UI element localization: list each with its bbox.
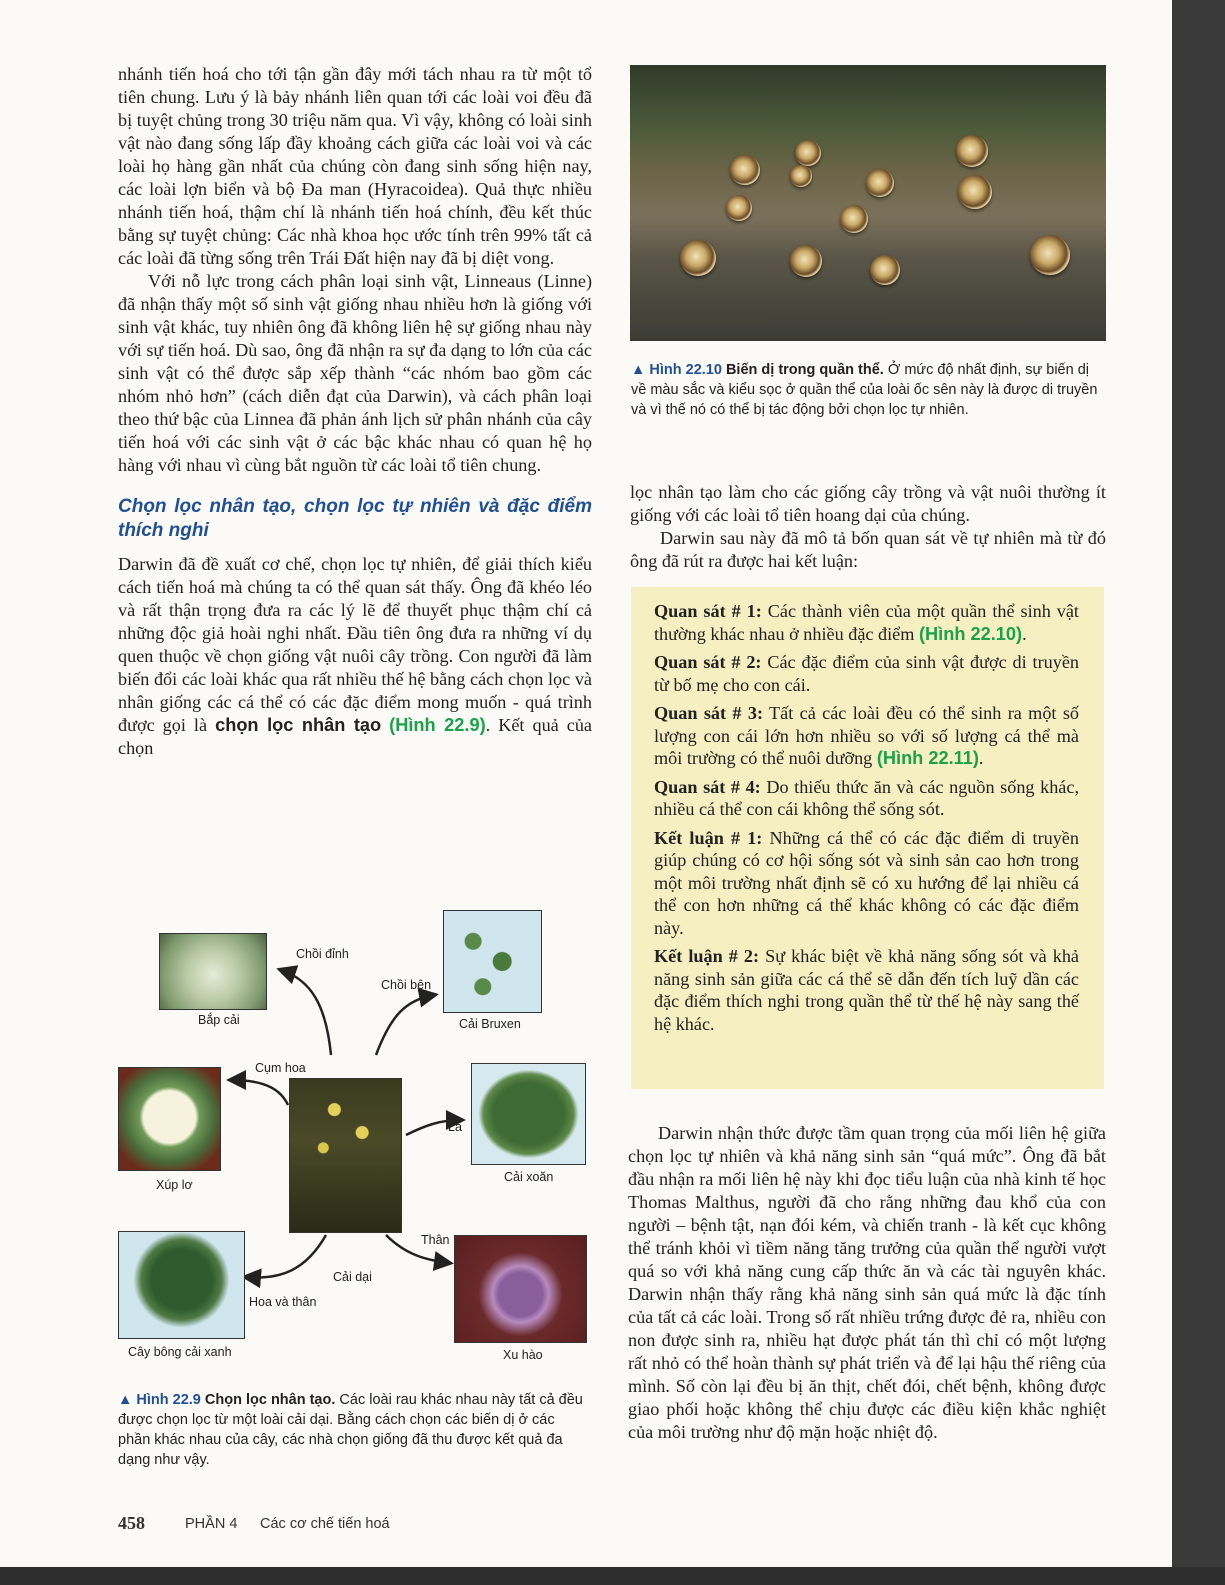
label-bap-cai: Bắp cải — [198, 1013, 240, 1027]
observation-3: Quan sát # 3: Tất cả các loài đều có thể sinh ra một số lượng con cái lớn hơn nhiều so với số lượng cá thể mà môi trường có thể nuôi dưỡng (Hình 22.11). — [654, 703, 1079, 768]
broccoli-tile — [118, 1231, 245, 1339]
caption-num-22-9: Hình 22.9 — [136, 1392, 201, 1408]
paragraph-linnaeus: Với nỗ lực trong cách phân loại sinh vật, Linneaus (Linne) đã nhận thấy một số sinh vật giống nhau nhiều hơn là giống với sinh vật khác, tuy nhiên ông đã không liên hệ sự giống nhau này với sự tiến hoá. Dù sao, ông đã nhận ra sự đa dạng to lớn của các sinh vật có thể được sắp xếp thành “các nhóm bao gồm các nhóm nhỏ hơn” (cách diễn đạt của Darwin), và cách phân loại theo thứ bậc của Linnea đã phản ánh lịch sử phân nhánh của cây tiến hoá với các sinh vật ở các bậc khác nhau có quan hệ họ hàng với nhau vì cùng bắt nguồn từ các loài tổ tiên chung. — [118, 271, 592, 475]
observation-2 — [654, 651, 1079, 696]
observation-1: Quan sát # 1: Các thành viên của một quần thể sinh vật thường khác nhau ở nhiều đặc điểm (Hình 22.10). — [654, 601, 1079, 644]
conc2-text: Sự khác biệt về khả năng sống sót và khả năng sinh sản giữa các cá thể sẽ dẫn đến tích luỹ dần các đặc điểm thích nghi trong quần thể từ thế hệ này sang thế hệ khác. — [654, 946, 1079, 1034]
cauliflower-tile — [118, 1067, 221, 1171]
snail-shell — [958, 175, 992, 209]
label-choi-ben: Chồi bên — [381, 978, 432, 992]
label-cai-bruxen: Cải Bruxen — [459, 1017, 521, 1031]
brussels-tile — [443, 910, 542, 1013]
label-hoa-va-than: Hoa và thân — [249, 1295, 317, 1309]
paragraph-extinction: nhánh tiến hoá cho tới tận gần đây mới tách nhau ra từ một tổ tiên chung. Lưu ý là bảy nhánh liên quan tới các loài voi đều đã bị tuyệt chủng trong 30 triệu năm qua. Vì vậy, không có loài sinh vật nào đang sống lấp đầy khoảng cách giữa các loài voi và các loài họ hàng gần nhất của chúng còn đang sinh sống hiện nay, các loài lợn biển và bộ Đa man (Hyracoidea). Quả thực nhiều nhánh tiến hoá, thậm chí là nhánh tiến hoá chính, đều kết thúc bằng sự tuyệt chủng: Các nhà khoa học ước tính trên 99% tất cả các loài đã từng sống trên Trái Đất hiện nay đã bị diệt vong. — [118, 64, 592, 268]
observation-4 — [654, 776, 1079, 821]
snail-shell — [956, 135, 988, 167]
figure-22-9-diagram — [116, 895, 596, 1362]
label-xu-hao: Xu hào — [503, 1348, 543, 1362]
caption-fig-22-10 — [631, 360, 1101, 420]
snail-shell — [790, 165, 812, 187]
page-number: 458 — [118, 1513, 145, 1533]
paragraph-malthus: Darwin nhận thức được tầm quan trọng của mối liên hệ giữa chọn lọc tự nhiên và khả năng sinh sản “quá mức”. Ông đã bắt đầu nhận ra mối liên hệ này khi đọc tiểu luận của nhà kinh tế học Thomas Malthus, người đã cho rằng những đau khổ của con người – bệnh tật, nạn đói kém, và chiến tranh - là kết cục không thể tránh khỏi vì tiềm năng tăng trưởng của quần thể người vượt quá so với khả năng cung cấp thức ăn và các tài nguyên khác. Darwin nhận thấy rằng khả năng sinh sản quá mức là đặc tính của tất cả các loài. Trong số rất nhiều trứng được đẻ ra, nhiều con non được sinh ra, nhiều hạt được phát tán thì chỉ có một lượng rất nhỏ có thể hoàn thành sự phát triển và để lại hậu thế riêng của mình. Số còn lại đều bị ăn thịt, chết đói, chết bệnh, không được giao phối hoặc không thể chịu được các điều kiện khắc nghiệt của môi trường như độ mặn hoặc nhiệt độ. — [628, 1123, 1106, 1442]
section-heading: Chọn lọc nhân tạo, chọn lọc tự nhiên và đặc điểm thích nghi — [118, 496, 592, 541]
snail-shell — [870, 255, 900, 285]
arrow-to-bap-cai — [281, 970, 331, 1055]
arrow-to-xup-lo — [231, 1080, 288, 1105]
arrow-to-bong-cai — [246, 1235, 326, 1278]
kale-tile — [471, 1063, 586, 1165]
ref-fig-22-11[interactable]: (Hình 22.11) — [876, 748, 979, 768]
label-choi-dinh: Chồi đỉnh — [296, 947, 349, 961]
para3-end: . Kết quả của chọn — [118, 715, 593, 758]
label-cai-xoan: Cải xoăn — [504, 1170, 554, 1184]
conclusion-2 — [654, 945, 1079, 1035]
left-column — [118, 63, 592, 760]
ref-fig-22-9[interactable]: (Hình 22.9) — [389, 715, 486, 735]
conc1-label: Kết luận # 1: — [654, 827, 763, 848]
snail-shell — [726, 195, 752, 221]
snail-shell — [730, 155, 760, 185]
arrow-to-cai-bruxen — [376, 995, 434, 1055]
wild-mustard-tile — [289, 1078, 402, 1233]
footer-part-title: Các cơ chế tiến hoá — [260, 1516, 390, 1532]
label-cay-bong-cai-xanh: Cây bông cải xanh — [128, 1345, 232, 1359]
caption-text-22-10: Ở mức độ nhất định, sự biến dị về màu sắc và kiểu sọc ở quần thể của loài ốc sên này là được di truyền và vì thế nó có thể bị tác động bởi chọn lọc tự nhiên. — [631, 362, 1098, 418]
paragraph-artificial-selection — [118, 553, 592, 760]
conclusion-1 — [654, 827, 1079, 940]
obs3-text: Tất cả các loài đều có thể sinh ra một số lượng con cái lớn hơn nhiều so với số lượng cá thể mà môi trường có thể nuôi dưỡng — [654, 703, 1079, 768]
caption-title-22-10: Biến dị trong quần thể. — [725, 362, 884, 378]
paragraph-observations-intro: Darwin sau này đã mô tả bốn quan sát về tự nhiên mà từ đó ông đã rút ra được hai kết luận: — [630, 528, 1106, 571]
para3-start: Darwin đã đề xuất cơ chế, chọn lọc tự nhiên, để giải thích kiểu cách tiến hoá mà chúng ta có thể quan sát thấy. Ông đã khéo léo và rất thận trọng đưa ra các lý lẽ để thuyết phục thậm chí cả những độc giả hoài nghi nhất. Đầu tiên ông đưa ra những ví dụ quen thuộc về chọn giống vật nuôi cây trồng. Con người đã làm biến đổi các loài khác qua rất nhiều thế hệ bằng cách chọn lọc và nhân giống các cá thể có các đặc điểm mong muốn - quá trình được gọi là — [118, 554, 592, 735]
term-artificial-selection: chọn lọc nhân tạo — [215, 715, 382, 735]
scan-edge-bottom — [0, 1567, 1225, 1585]
obs3-label: Quan sát # 3: — [654, 703, 764, 723]
obs1-label: Quan sát # 1: — [654, 601, 762, 621]
caption-text-22-9: Các loài rau khác nhau này tất cả đều được chọn lọc từ một loài cải dại. Bằng cách chọn các biến dị ở các phần khác nhau của cây, các nhà chọn giống đã thu được kết quả đa dạng như vậy. — [118, 1392, 583, 1468]
label-cai-dai: Cải dại — [333, 1270, 372, 1284]
label-la: Lá — [448, 1120, 462, 1134]
caption-fig-22-9 — [118, 1390, 588, 1470]
conc1-text: Những cá thể có các đặc điểm di truyền giúp chúng có cơ hội sống sót và sinh sản cao hơn trong một môi trường nhất định sẽ có xu hướng để lại nhiều cá thể con hơn những cá thể khác không có các đặc điểm này. — [654, 827, 1079, 938]
kohlrabi-tile — [454, 1235, 587, 1343]
footer-part: PHẦN 4 — [185, 1516, 238, 1532]
obs2-label: Quan sát # 2: — [654, 652, 762, 672]
triangle-icon: ▲ — [118, 1392, 133, 1408]
observations-text — [654, 600, 1079, 1041]
snail-shell — [795, 140, 821, 166]
snail-shell — [840, 205, 868, 233]
scan-edge-right — [1172, 0, 1225, 1585]
snail-shell — [1030, 235, 1070, 275]
caption-num-22-10: Hình 22.10 — [649, 362, 722, 378]
label-than: Thân — [421, 1233, 450, 1247]
snail-shell — [680, 240, 716, 276]
label-cum-hoa: Cụm hoa — [255, 1061, 306, 1075]
snail-shell — [866, 169, 894, 197]
cabbage-tile — [159, 933, 267, 1010]
label-xup-lo: Xúp lơ — [156, 1178, 193, 1192]
caption-title-22-9: Chọn lọc nhân tạo. — [204, 1392, 336, 1408]
snail-shell — [790, 245, 822, 277]
right-column-top — [630, 481, 1106, 573]
conc2-label: Kết luận # 2: — [654, 946, 760, 966]
triangle-icon: ▲ — [631, 362, 646, 378]
right-column-bottom — [628, 1122, 1106, 1444]
obs4-label: Quan sát # 4: — [654, 776, 761, 797]
obs4-text: Do thiếu thức ăn và các nguồn sống khác, nhiều cá thể con cái không thể sống sót. — [654, 776, 1079, 819]
obs2-text: Các đặc điểm của sinh vật được di truyền từ bố mẹ cho con cái. — [654, 652, 1079, 695]
obs1-text: Các thành viên của một quần thể sinh vật thường khác nhau ở nhiều đặc điểm — [654, 601, 1079, 644]
ref-fig-22-10[interactable]: (Hình 22.10) — [918, 623, 1023, 644]
snail-photo — [630, 65, 1106, 341]
paragraph-continued: lọc nhân tạo làm cho các giống cây trồng và vật nuôi thường ít giống với các loài tổ tiên hoang dại của chúng. — [630, 482, 1106, 525]
